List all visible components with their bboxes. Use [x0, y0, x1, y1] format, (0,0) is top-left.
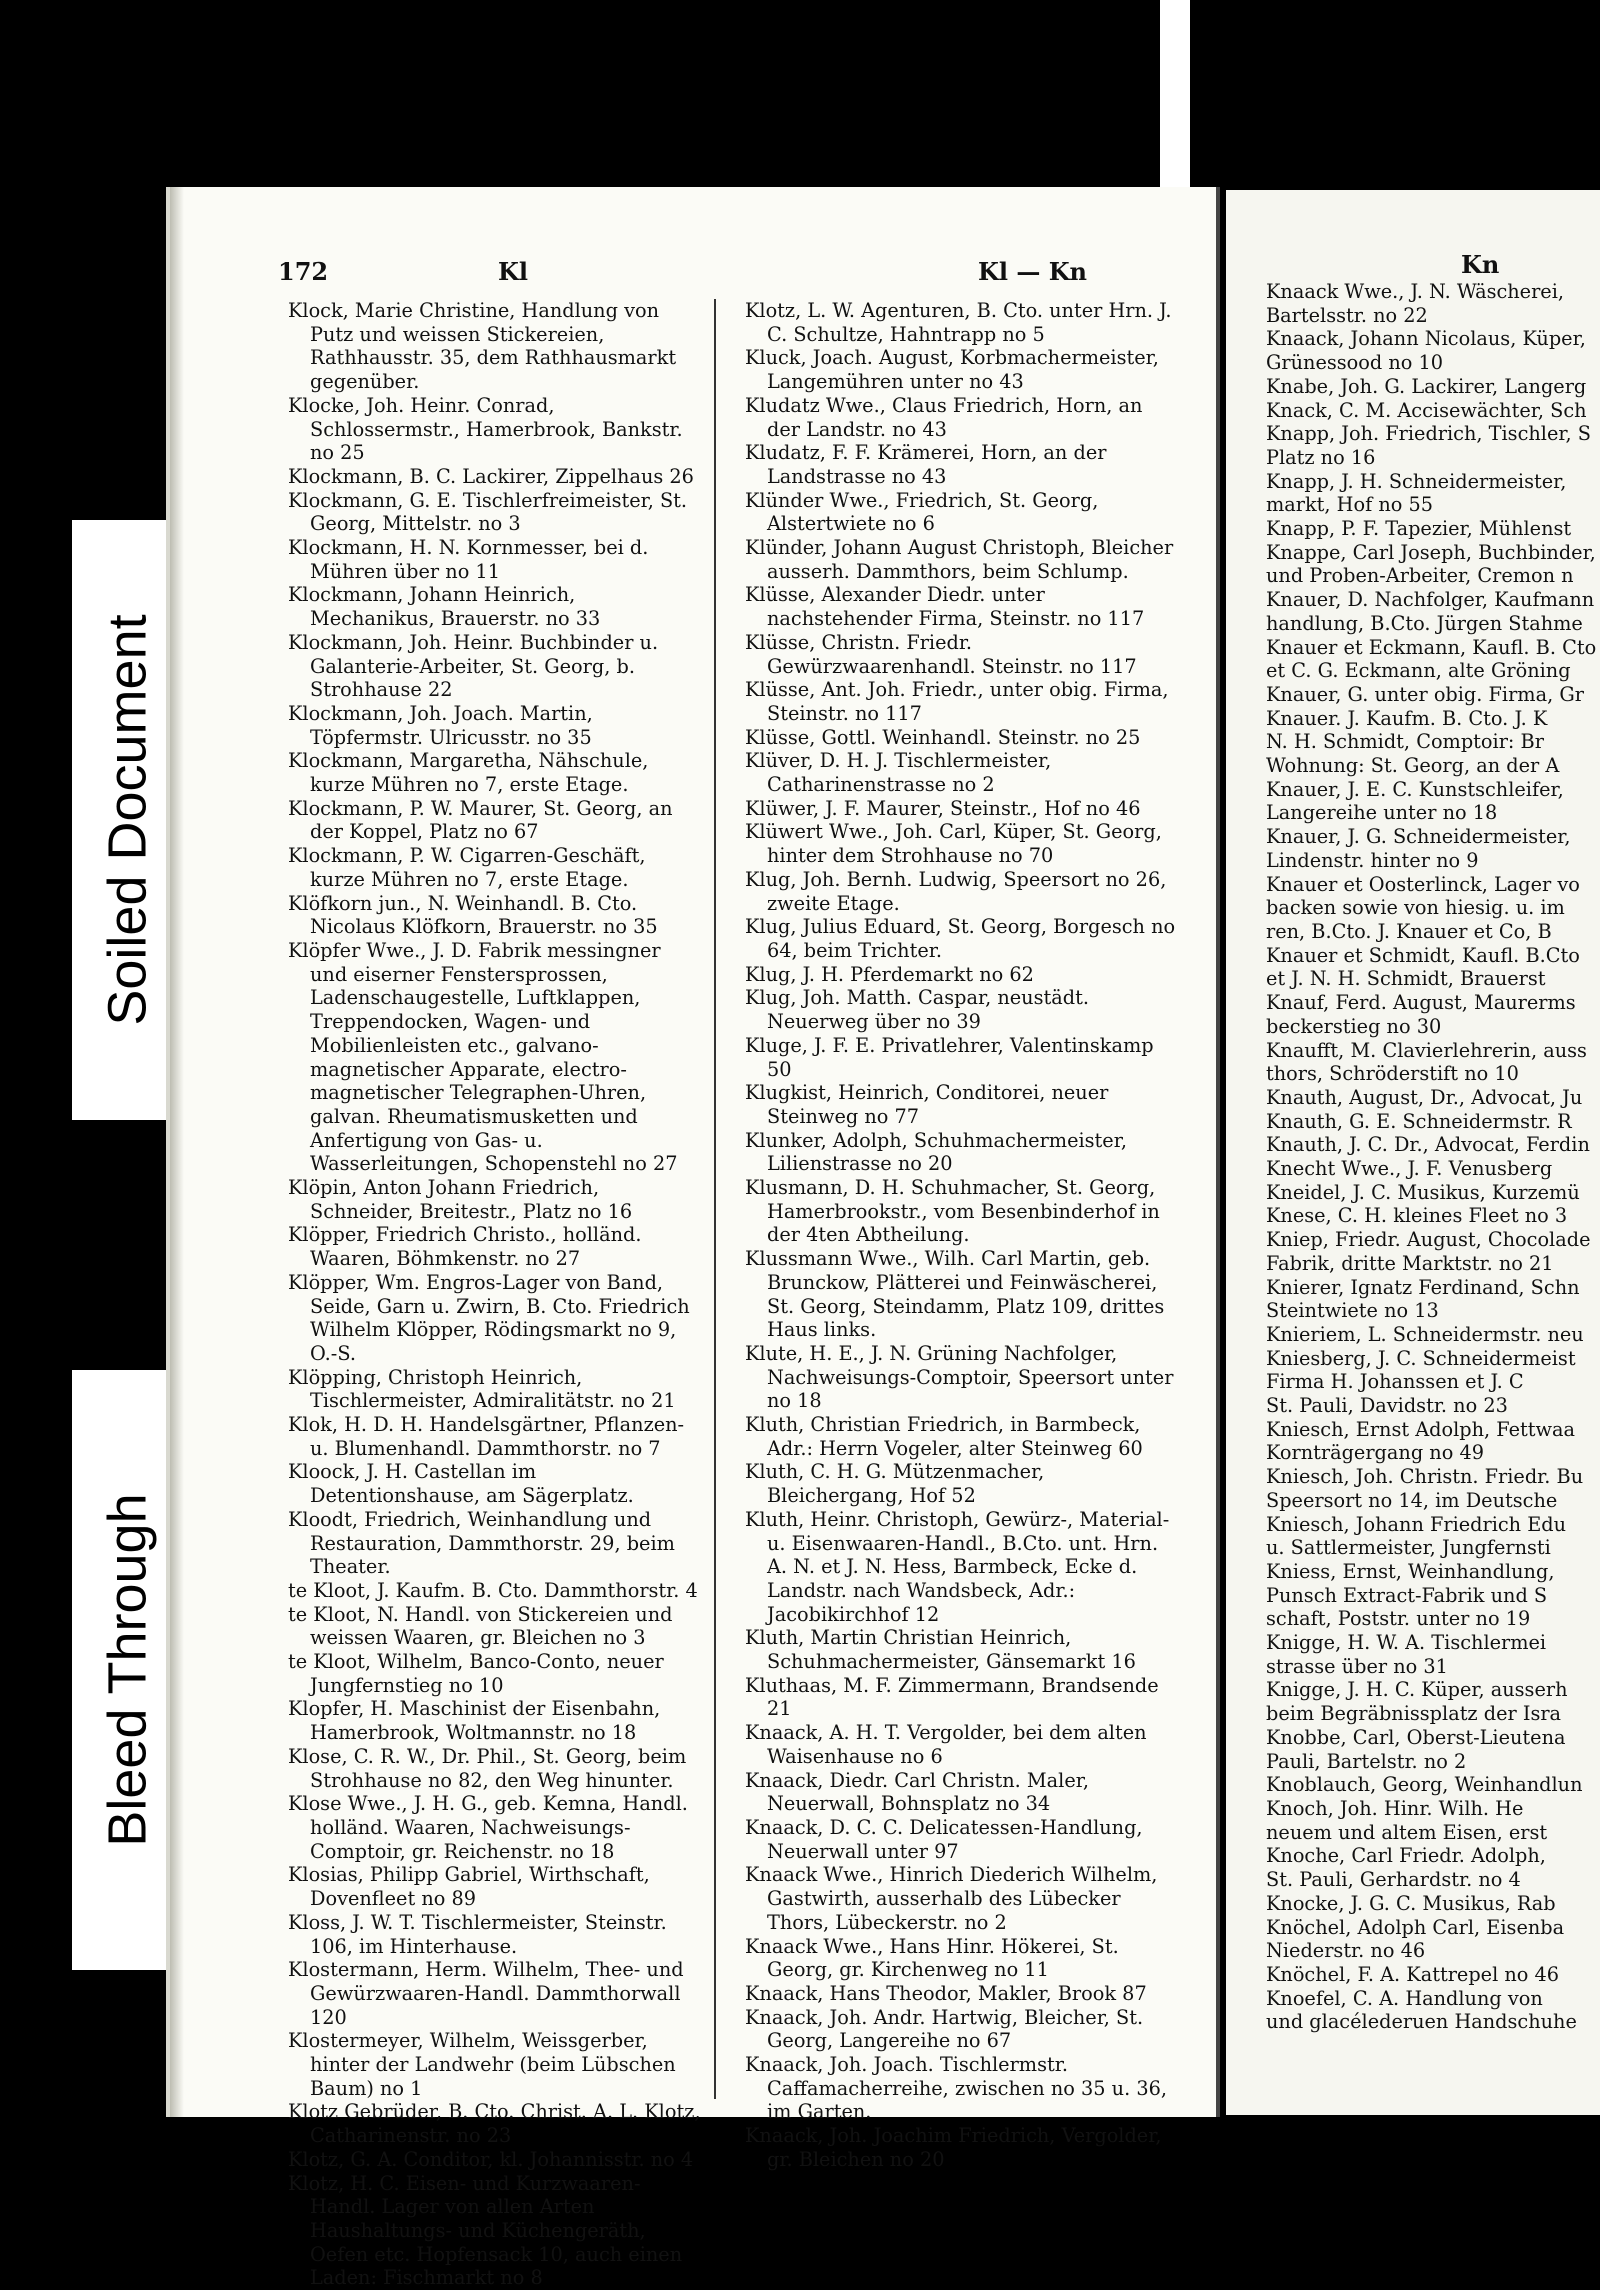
directory-entry: Knaack, Diedr. Carl Christn. Maler, Neuerwall, Bohnsplatz no 34 [745, 1768, 1089, 1816]
directory-entry: Kluck, Joach. August, Korbmachermeister, Langemühren unter no 43 [745, 346, 1159, 394]
directory-entry: Klockmann, G. E. Tischlerfreimeister, St. Georg, Mittelstr. no 3 [288, 488, 688, 536]
directory-entry: Kniess, Ernst, Weinhandlung, [1266, 1559, 1555, 1583]
directory-entry: Klockmann, Johann Heinrich, Mechanikus, Brauerstr. no 33 [288, 583, 601, 631]
directory-entry: Knauth, J. C. Dr., Advocat, Ferdin [1266, 1133, 1590, 1157]
directory-entry: Knauer, D. Nachfolger, Kaufmann [1266, 588, 1595, 612]
directory-column-right [745, 299, 1177, 2172]
directory-entry: Klockmann, B. C. Lackirer, Zippelhaus 26 [288, 464, 694, 488]
directory-entry: Kluge, J. F. E. Privatlehrer, Valentinskamp 50 [745, 1033, 1154, 1081]
directory-entry: te Kloot, N. Handl. von Stickereien und weissen Waaren, gr. Bleichen no 3 [288, 1602, 673, 1650]
directory-entry: Klöpper, Friedrich Christo., holländ. Waaren, Böhmkenstr. no 27 [288, 1223, 642, 1271]
directory-entry: Kneidel, J. C. Musikus, Kurzemü [1266, 1180, 1580, 1204]
directory-entry: Kniesberg, J. C. Schneidermeist [1266, 1346, 1576, 1370]
directory-entry: Kludatz, F. F. Krämerei, Horn, an der Landstrasse no 43 [745, 441, 1107, 488]
directory-entry: Knöchel, Adolph Carl, Eisenba [1266, 1915, 1565, 1939]
directory-entry: Klusmann, D. H. Schuhmacher, St. Georg, Hamerbrookstr., vom Besenbinderhof in der 4ten Abtheilung. [745, 1176, 1160, 1247]
directory-entry: Kniesch, Johann Friedrich Edu [1266, 1512, 1567, 1536]
directory-entry: Klug, Joh. Matth. Caspar, neustädt. Neuerweg über no 39 [745, 986, 1089, 1034]
directory-entry: Klockmann, P. W. Cigarren-Geschäft, kurze Mühren no 7, erste Etage. [288, 844, 646, 891]
directory-entry: Knaufft, M. Clavierlehrerin, auss [1266, 1038, 1587, 1062]
directory-entry: Knaack, A. H. T. Vergolder, bei dem alten Waisenhause no 6 [745, 1721, 1147, 1768]
directory-entry: Klotz, G. A. Conditor, kl. Johannisstr. no 4 [288, 2147, 694, 2171]
directory-entry: Knauer, J. G. Schneidermeister, [1266, 825, 1571, 849]
left-column-head: Kl [498, 257, 528, 286]
directory-entry: Knierer, Ignatz Ferdinand, Schn [1266, 1275, 1580, 1299]
directory-entry: Klöpper, Wm. Engros-Lager von Band, Seide, Garn u. Zwirn, B. Cto. Friedrich Wilhelm Klöpper, Rödingsmarkt no 9, O.-S. [288, 1270, 690, 1365]
directory-entry: Knöchel, F. A. Kattrepel no 46 [1266, 1962, 1560, 1986]
directory-entry: Punsch Extract-Fabrik und S [1266, 1583, 1548, 1607]
directory-entry: Klockmann, H. N. Kornmesser, bei d. Mühren über no 11 [288, 536, 649, 583]
directory-entry: Knauer et Eckmann, Kaufl. B. Cto [1266, 635, 1597, 659]
directory-entry: Klockmann, Joh. Heinr. Buchbinder u. Galanterie-Arbeiter, St. Georg, b. Strohhause 22 [288, 630, 659, 702]
directory-entry: Knoche, Carl Friedr. Adolph, [1266, 1844, 1546, 1868]
directory-entry: Klug, Julius Eduard, St. Georg, Borgesch no 64, beim Trichter. [745, 915, 1176, 962]
directory-entry: Klocke, Joh. Heinr. Conrad, Schlossermstr., Hamerbrook, Bankstr. no 25 [288, 393, 683, 465]
directory-entry: Klostermann, Herm. Wilhelm, Thee- und Gewürzwaaren-Handl. Dammthorwall 120 [288, 1958, 684, 2029]
directory-entry: Knaack Wwe., Hans Hinr. Hökerei, St. Georg, gr. Kirchenweg no 11 [745, 1934, 1119, 1982]
directory-entry: u. Sattlermeister, Jungfernsti [1266, 1536, 1551, 1560]
directory-entry: Knauer, J. E. C. Kunstschleifer, [1266, 777, 1564, 801]
directory-entry: te Kloot, J. Kaufm. B. Cto. Dammthorstr. 4 [288, 1578, 698, 1602]
directory-entry: Klug, J. H. Pferdemarkt no 62 [745, 962, 1034, 986]
directory-entry: Kluth, Christian Friedrich, in Barmbeck, Adr.: Herrn Vogeler, alter Steinweg 60 [745, 1413, 1143, 1460]
directory-entry: Kluth, C. H. G. Mützenmacher, Bleichergang, Hof 52 [745, 1460, 1045, 1508]
directory-entry: Knabe, Joh. G. Lackirer, Langerg [1266, 374, 1587, 398]
directory-entry: Klockmann, Joh. Joach. Martin, Töpfermstr. Ulricusstr. no 35 [288, 701, 593, 749]
directory-entry: Klunker, Adolph, Schuhmachermeister, Lilienstrasse no 20 [745, 1128, 1127, 1176]
directory-entry: Klose, C. R. W., Dr. Phil., St. Georg, beim Strohhause no 82, den Weg hinunter. [288, 1744, 687, 1792]
directory-entry: Klüsse, Christn. Friedr. Gewürzwaarenhandl. Steinstr. no 117 [745, 630, 1137, 678]
directory-entry: Platz no 16 [1266, 445, 1376, 469]
directory-entry: Klöpping, Christoph Heinrich, Tischlermeister, Admiralitätstr. no 21 [288, 1365, 676, 1413]
directory-entry: Kludatz Wwe., Claus Friedrich, Horn, an der Landstr. no 43 [745, 393, 1143, 441]
directory-entry: Knauer, G. unter obig. Firma, Gr [1266, 682, 1584, 706]
directory-entry: Klünder, Johann August Christoph, Bleicher ausserh. Dammthors, beim Schlump. [745, 536, 1174, 583]
directory-entry: Knecht Wwe., J. F. Venusberg [1266, 1157, 1553, 1181]
directory-entry: et J. N. H. Schmidt, Brauerst [1266, 967, 1546, 991]
directory-entry: Kluthaas, M. F. Zimmermann, Brandsende 21 [745, 1673, 1159, 1721]
directory-entry: Knaack, Johann Nicolaus, Küper, [1266, 327, 1586, 351]
soiled-document-text: Soiled Document [98, 614, 159, 1026]
directory-entry: Knauer. J. Kaufm. B. Cto. J. K [1266, 706, 1548, 730]
directory-entry: Knaack Wwe., J. N. Wäscherei, [1266, 280, 1565, 303]
directory-column-far-right [1266, 280, 1600, 2034]
directory-entry: Kloodt, Friedrich, Weinhandlung und Restauration, Dammthorstr. 29, beim Theater. [288, 1507, 675, 1579]
directory-entry: St. Pauli, Davidstr. no 23 [1266, 1394, 1508, 1418]
directory-entry: Knaack, Joh. Joachim Friedrich, Vergolder, gr. Bleichen no 20 [745, 2124, 1162, 2171]
directory-entry: Bartelsstr. no 22 [1266, 303, 1428, 327]
directory-entry: Klöpfer Wwe., J. D. Fabrik messingner und eiserner Fenstersprossen, Ladenschaugestelle, Luftklappen, Treppendocken, Wagen- und Mobilienleisten etc., galvano-magnetischer Apparate, electro-magnetischer Telegraphen-Uhren, galvan. Rheumatismusketten und Anfertigung von Gas- u. Wasserleitungen, Schopenstehl no 27 [288, 938, 678, 1176]
page-header [278, 257, 1178, 297]
directory-entry: Knoblauch, Georg, Weinhandlun [1266, 1773, 1583, 1797]
bleed-through-label [72, 1370, 184, 1970]
directory-entry: Wohnung: St. Georg, an der A [1266, 754, 1560, 778]
directory-entry: beim Begräbnissplatz der Isra [1266, 1702, 1562, 1726]
directory-entry: Knappe, Carl Joseph, Buchbinder, [1266, 540, 1596, 564]
directory-entry: Firma H. Johanssen et J. C [1266, 1370, 1524, 1394]
directory-entry: Klotz Gebrüder, B. Cto. Christ. A. L. Klotz, Catharinenstr. no 23 [288, 2100, 701, 2148]
directory-entry: Klüsse, Gottl. Weinhandl. Steinstr. no 25 [745, 725, 1141, 749]
directory-entry: St. Pauli, Gerhardstr. no 4 [1266, 1868, 1521, 1892]
right-page [1226, 190, 1600, 2115]
directory-entry: Knapp, J. H. Schneidermeister, [1266, 469, 1567, 493]
directory-entry: Klute, H. E., J. N. Grüning Nachfolger, Nachweisungs-Comptoir, Speersort unter no 18 [745, 1341, 1174, 1413]
directory-entry: Klüwert Wwe., Joh. Carl, Küper, St. Georg, hinter dem Strohhause no 70 [745, 820, 1162, 868]
directory-entry: und Proben-Arbeiter, Cremon n [1266, 564, 1574, 588]
directory-entry: Klüsse, Ant. Joh. Friedr., unter obig. Firma, Steinstr. no 117 [745, 678, 1169, 725]
directory-entry: Klüsse, Alexander Diedr. unter nachstehender Firma, Steinstr. no 117 [745, 583, 1145, 631]
directory-entry: Klostermeyer, Wilhelm, Weissgerber, hinter der Landwehr (beim Lübschen Baum) no 1 [288, 2029, 676, 2100]
directory-entry: Klock, Marie Christine, Handlung von Putz und weissen Stickereien, Rathhausstr. 35, dem Rathhausmarkt gegenüber. [288, 299, 677, 394]
directory-entry: Klöfkorn jun., N. Weinhandl. B. Cto. Nicolaus Klöfkorn, Brauerstr. no 35 [288, 891, 658, 939]
directory-entry: markt, Hof no 55 [1266, 493, 1434, 517]
directory-entry: Knauf, Ferd. August, Maurerms [1266, 991, 1576, 1015]
directory-entry: Knauth, G. E. Schneidermstr. R [1266, 1109, 1572, 1133]
directory-entry: Knauer et Schmidt, Kaufl. B.Cto [1266, 943, 1580, 967]
directory-entry: Klussmann Wwe., Wilh. Carl Martin, geb. Brunckow, Plätterei und Feinwäscherei, St. Georg, Steindamm, Platz 109, drittes Haus links. [745, 1247, 1165, 1342]
directory-entry: Kniesch, Ernst Adolph, Fettwaa [1266, 1417, 1576, 1441]
directory-entry: Klüver, D. H. J. Tischlermeister, Catharinenstrasse no 2 [745, 749, 1052, 797]
directory-entry: Klotz, H. C. Eisen- und Kurzwaaren-Handl. Lager von allen Arten Haushaltungs- und Küchengeräth, Oefen etc. Hopfensack 10, auch einen Laden: Fischmarkt no 8 [288, 2171, 683, 2290]
directory-entry: Knaack, Hans Theodor, Makler, Brook 87 [745, 1981, 1147, 2005]
soiled-document-label [72, 520, 184, 1120]
directory-entry: Klünder Wwe., Friedrich, St. Georg, Alstertwiete no 6 [745, 488, 1099, 536]
directory-entry: Klugkist, Heinrich, Conditorei, neuer Steinweg no 77 [745, 1081, 1109, 1128]
directory-entry: neuem und altem Eisen, erst [1266, 1820, 1548, 1844]
bleed-through-text: Bleed Through [98, 1493, 158, 1847]
directory-entry: Knigge, H. W. A. Tischlermei [1266, 1631, 1547, 1655]
directory-entry: Klöpin, Anton Johann Friedrich, Schneider, Breitestr., Platz no 16 [288, 1176, 633, 1223]
directory-entry: Klüwer, J. F. Maurer, Steinstr., Hof no 46 [745, 796, 1141, 820]
directory-entry: Niederstr. no 46 [1266, 1939, 1426, 1963]
directory-entry: Knobbe, Carl, Oberst-Lieutena [1266, 1725, 1566, 1749]
directory-entry: Kniep, Friedr. August, Chocolade [1266, 1228, 1591, 1252]
directory-entry: Grünessood no 10 [1266, 351, 1444, 375]
directory-entry: beckerstieg no 30 [1266, 1014, 1442, 1038]
directory-entry: Fabrik, dritte Marktstr. no 21 [1266, 1251, 1554, 1275]
directory-entry: Kornträgergang no 49 [1266, 1441, 1484, 1465]
directory-entry: Klug, Joh. Bernh. Ludwig, Speersort no 26, zweite Etage. [745, 867, 1167, 915]
directory-entry: Speersort no 14, im Deutsche [1266, 1488, 1558, 1512]
directory-entry: Klopfer, H. Maschinist der Eisenbahn, Hamerbrook, Woltmannstr. no 18 [288, 1697, 661, 1745]
top-edge-strip [1160, 0, 1190, 190]
directory-entry: Knack, C. M. Accisewächter, Sch [1266, 398, 1587, 422]
directory-entry: et C. G. Eckmann, alte Gröning [1266, 659, 1571, 683]
directory-entry: Klosias, Philipp Gabriel, Wirthschaft, Dovenfleet no 89 [288, 1863, 650, 1911]
directory-entry: Klose Wwe., J. H. G., geb. Kemna, Handl. holländ. Waaren, Nachweisungs-Comptoir, gr. Reichenstr. no 18 [288, 1792, 688, 1863]
directory-entry: Klockmann, Margaretha, Nähschule, kurze Mühren no 7, erste Etage. [288, 749, 649, 797]
directory-column-left [288, 299, 703, 2290]
directory-entry: Knaack, Joh. Andr. Hartwig, Bleicher, St. Georg, Langereihe no 67 [745, 2005, 1144, 2053]
directory-entry: Knigge, J. H. C. Küper, ausserh [1266, 1678, 1568, 1702]
directory-entry: Klok, H. D. H. Handelsgärtner, Pflanzen- u. Blumenhandl. Dammthorstr. no 7 [288, 1413, 685, 1460]
directory-entry: Klotz, L. W. Agenturen, B. Cto. unter Hrn. J. C. Schultze, Hahntrapp no 5 [745, 299, 1172, 346]
directory-entry: Steintwiete no 13 [1266, 1299, 1439, 1323]
directory-entry: Knapp, P. F. Tapezier, Mühlenst [1266, 517, 1572, 541]
directory-entry: Knoefel, C. A. Handlung von [1266, 1986, 1543, 2010]
directory-entry: Knauth, August, Dr., Advocat, Ju [1266, 1085, 1583, 1109]
directory-entry: Knapp, Joh. Friedrich, Tischler, S [1266, 422, 1591, 446]
directory-entry: ren, B.Cto. J. Knauer et Co, B [1266, 919, 1552, 943]
directory-entry: Kniesch, Joh. Christn. Friedr. Bu [1266, 1465, 1584, 1489]
directory-entry: Pauli, Bartelstr. no 2 [1266, 1749, 1467, 1773]
directory-entry: Knocke, J. G. C. Musikus, Rab [1266, 1891, 1556, 1915]
directory-entry: Knaack, Joh. Joach. Tischlermstr. Caffamacherreihe, zwischen no 35 u. 36, im Garten. [745, 2053, 1168, 2124]
directory-entry: Klockmann, P. W. Maurer, St. Georg, an der Koppel, Platz no 67 [288, 796, 673, 844]
directory-entry: Knaack, D. C. C. Delicatessen-Handlung, Neuerwall unter 97 [745, 1816, 1143, 1863]
book-gutter [1216, 187, 1220, 2117]
directory-entry: Lindenstr. hinter no 9 [1266, 848, 1479, 872]
directory-entry: Kloock, J. H. Castellan im Detentionshause, am Sägerplatz. [288, 1460, 634, 1508]
directory-entry: N. H. Schmidt, Comptoir: Br [1266, 730, 1544, 754]
directory-entry: Kloss, J. W. T. Tischlermeister, Steinstr. 106, im Hinterhause. [288, 1910, 667, 1958]
directory-entry: Knaack Wwe., Hinrich Diederich Wilhelm, Gastwirth, ausserhalb des Lübecker Thors, Lübeckerstr. no 2 [745, 1863, 1158, 1934]
directory-entry: Knese, C. H. kleines Fleet no 3 [1266, 1204, 1568, 1228]
right-page-head: Kn [1461, 250, 1500, 279]
directory-entry: und glacélederuen Handschuhe [1266, 2010, 1577, 2034]
directory-entry: strasse über no 31 [1266, 1654, 1448, 1678]
left-page [170, 187, 1218, 2290]
directory-entry: backen sowie von hiesig. u. im [1266, 896, 1565, 920]
right-column-head: Kl — Kn [978, 257, 1087, 286]
column-divider [714, 299, 716, 2099]
page-number: 172 [278, 257, 329, 286]
directory-entry: handlung, B.Cto. Jürgen Stahme [1266, 611, 1583, 635]
directory-entry: Knoch, Joh. Hinr. Wilh. He [1266, 1797, 1524, 1820]
directory-entry: thors, Schröderstift no 10 [1266, 1062, 1519, 1086]
directory-entry: Kluth, Heinr. Christoph, Gewürz-, Material- u. Eisenwaaren-Handl., B.Cto. unt. Hrn. A. N. et J. N. Hess, Barmbeck, Ecke d. Landstr. nach Wandsbeck, Adr.: Jacobikirchhof 12 [745, 1507, 1170, 1626]
directory-entry: te Kloot, Wilhelm, Banco-Conto, neuer Jungfernstieg no 10 [288, 1650, 664, 1697]
directory-entry: Knieriem, L. Schneidermstr. neu [1266, 1322, 1584, 1346]
directory-entry: Langereihe unter no 18 [1266, 801, 1498, 825]
directory-entry: schaft, Poststr. unter no 19 [1266, 1607, 1531, 1631]
directory-entry: Kluth, Martin Christian Heinrich, Schuhmachermeister, Gänsemarkt 16 [745, 1626, 1136, 1674]
directory-entry: Knauer et Oosterlinck, Lager vo [1266, 872, 1580, 896]
